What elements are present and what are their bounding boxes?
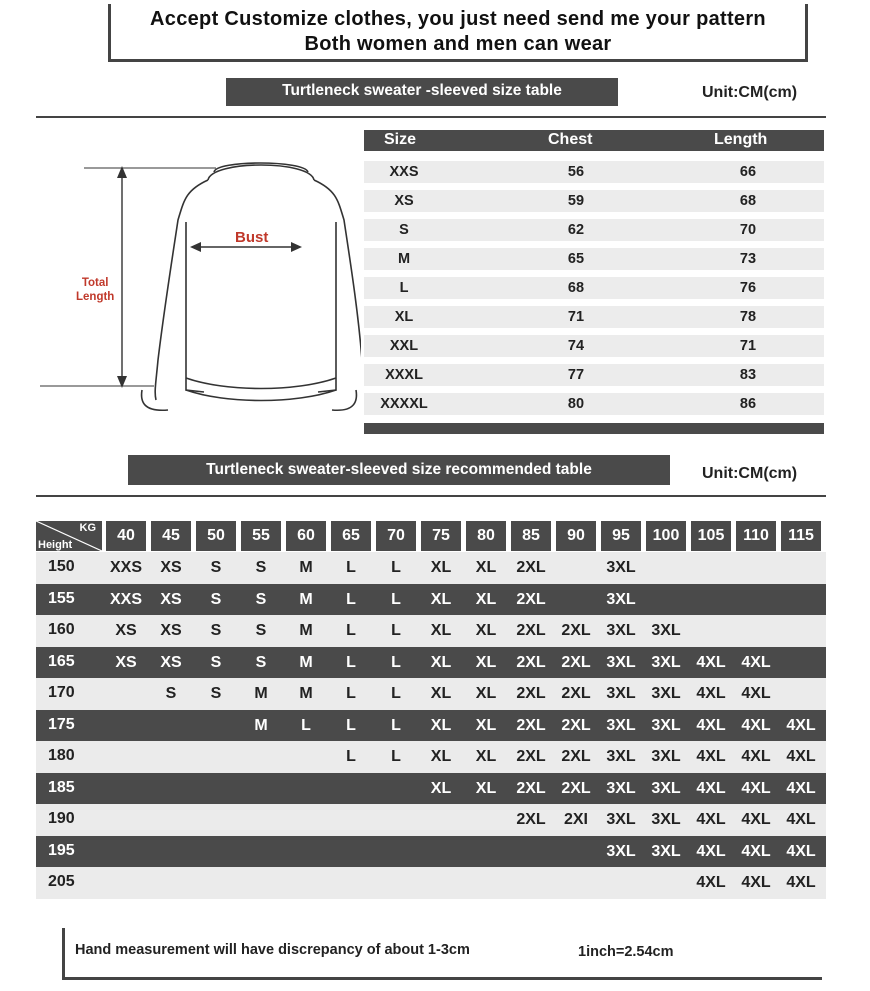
- height-cell: 160: [48, 621, 75, 638]
- length-cell: 76: [739, 280, 757, 296]
- kg-header-cell: 110: [736, 521, 776, 551]
- size-cell: XXXXL: [380, 396, 428, 412]
- size-table-header: [364, 130, 824, 151]
- height-cell: 165: [48, 652, 75, 670]
- size-recommendation-cell: 3XL: [651, 685, 681, 702]
- size-recommendation-cell: 2XL: [561, 748, 591, 765]
- size-recommendation-cell: S: [255, 590, 267, 608]
- size-recommendation-cell: L: [391, 622, 401, 639]
- size-recommendation-cell: 2XL: [516, 716, 546, 734]
- size-recommendation-cell: L: [346, 622, 356, 639]
- size-cell: XXXL: [385, 367, 423, 383]
- rec-table-row: [36, 867, 826, 899]
- size-recommendation-cell: M: [299, 559, 313, 576]
- size-recommendation-cell: XL: [475, 779, 497, 797]
- size-column-header: Size: [384, 131, 417, 148]
- size-recommendation-cell: M: [254, 685, 268, 702]
- size-recommendation-cell: 4XL: [741, 779, 771, 797]
- size-recommendation-cell: 3XL: [606, 716, 636, 734]
- size-recommendation-cell: 4XL: [741, 653, 771, 671]
- size-recommendation-cell: XL: [430, 653, 452, 671]
- size-recommendation-cell: L: [391, 559, 401, 576]
- size-recommendation-cell: M: [299, 653, 313, 671]
- size-recommendation-cell: L: [391, 748, 401, 765]
- size-table-footer-bar: [364, 423, 824, 434]
- size-recommendation-cell: 3XL: [651, 748, 681, 765]
- rec-table-row: [36, 552, 826, 584]
- length-cell: 86: [739, 396, 757, 412]
- size-recommendation-cell: 2XL: [516, 590, 546, 608]
- kg-header-cell: 115: [781, 521, 821, 551]
- size-recommendation-cell: S: [255, 622, 267, 639]
- height-cell: 190: [48, 810, 75, 827]
- size-recommendation-cell: 4XL: [786, 842, 816, 860]
- size-recommendation-cell: 4XL: [786, 779, 816, 797]
- length-cell: 66: [739, 164, 757, 180]
- size-recommendation-cell: 4XL: [696, 748, 726, 765]
- size-recommendation-cell: XS: [160, 622, 182, 639]
- chest-cell: 59: [567, 193, 585, 209]
- kg-header-cell: 40: [106, 521, 146, 551]
- size-recommendation-cell: 4XL: [696, 842, 726, 860]
- corner-height-label: Height: [38, 539, 73, 551]
- size-recommendation-cell: 4XL: [741, 811, 771, 828]
- size-recommendation-cell: 4XL: [696, 779, 726, 797]
- size-recommendation-cell: 3XL: [651, 622, 681, 639]
- rec-table-row: [36, 773, 826, 805]
- rec-table-row: [36, 647, 826, 679]
- kg-header-cell: 90: [556, 521, 596, 551]
- size-recommendation-cell: 3XL: [651, 716, 681, 734]
- size-recommendation-cell: 4XL: [786, 874, 816, 891]
- size-recommendation-cell: 2XL: [516, 748, 546, 765]
- chest-cell: 56: [567, 164, 585, 180]
- size-recommendation-cell: 3XL: [651, 779, 681, 797]
- size-recommendation-cell: 2XL: [561, 653, 591, 671]
- rec-table-row: [36, 678, 826, 710]
- size-recommendation-cell: 3XL: [606, 842, 636, 860]
- size-recommendation-cell: 3XL: [651, 842, 681, 860]
- length-cell: 70: [739, 222, 757, 238]
- footer-note: Hand measurement will have discrepancy of about 1-3cm: [75, 942, 470, 958]
- height-cell: 150: [48, 558, 75, 575]
- rec-table-row: [36, 804, 826, 836]
- rec-table-row: [36, 836, 826, 868]
- size-recommendation-cell: 4XL: [696, 874, 726, 891]
- size-recommendation-cell: XXS: [109, 559, 142, 576]
- height-cell: 175: [48, 715, 75, 733]
- size-recommendation-cell: 3XL: [606, 685, 636, 702]
- size-recommendation-cell: XS: [160, 653, 182, 671]
- size-recommendation-cell: XL: [475, 748, 497, 765]
- size-recommendation-cell: XS: [115, 653, 137, 671]
- chest-cell: 71: [567, 309, 585, 325]
- size-recommendation-cell: S: [210, 559, 222, 576]
- rec-table-corner: [36, 521, 102, 551]
- size-cell: XXS: [389, 164, 419, 180]
- size-recommendation-cell: XL: [430, 748, 452, 765]
- size-recommendation-cell: 3XL: [651, 653, 681, 671]
- size-recommendation-cell: XL: [475, 559, 497, 576]
- size-recommendation-cell: XL: [430, 559, 452, 576]
- bust-label: Bust: [235, 229, 269, 246]
- size-recommendation-cell: L: [301, 716, 311, 734]
- size-recommendation-cell: L: [346, 653, 356, 671]
- height-cell: 155: [48, 589, 75, 607]
- header-box: [108, 4, 808, 62]
- size-recommendation-cell: 2XL: [516, 559, 546, 576]
- size-recommendation-cell: 2XL: [516, 811, 546, 828]
- size-recommendation-cell: 2XL: [516, 779, 546, 797]
- size-recommendation-cell: 4XL: [741, 874, 771, 891]
- size-recommendation-cell: 4XL: [786, 811, 816, 828]
- size-cell: XL: [394, 309, 414, 325]
- size-recommendation-cell: L: [391, 653, 401, 671]
- size-table-unit: Unit:CM(cm): [702, 84, 798, 101]
- size-recommendation-cell: 3XL: [606, 622, 636, 639]
- size-cell: XS: [394, 193, 414, 209]
- kg-header-cell: 55: [241, 521, 281, 551]
- size-recommendation-cell: M: [299, 622, 313, 639]
- rec-table-row: [36, 584, 826, 616]
- size-recommendation-cell: XS: [160, 559, 182, 576]
- kg-header-cell: 105: [691, 521, 731, 551]
- size-recommendation-cell: 4XL: [741, 685, 771, 702]
- size-recommendation-cell: L: [391, 590, 401, 608]
- length-cell: 78: [739, 309, 757, 325]
- size-recommendation-cell: XL: [475, 622, 497, 639]
- total-length-label: [76, 276, 114, 304]
- kg-header-cell: 45: [151, 521, 191, 551]
- size-recommendation-cell: 2XL: [561, 622, 591, 639]
- header-line-1: Accept Customize clothes, you just need send me your pattern: [150, 8, 766, 30]
- chest-cell: 74: [567, 338, 585, 354]
- length-cell: 68: [739, 193, 757, 209]
- rec-table-row: [36, 710, 826, 742]
- size-recommendation-cell: XL: [430, 685, 452, 702]
- size-recommendation-cell: L: [346, 590, 356, 608]
- kg-header-cell: 95: [601, 521, 641, 551]
- size-recommendation-cell: XS: [160, 590, 182, 608]
- size-recommendation-cell: 3XL: [606, 590, 636, 608]
- size-recommendation-cell: XL: [475, 653, 497, 671]
- kg-header-cell: 50: [196, 521, 236, 551]
- sweater-outline-icon: [142, 163, 361, 410]
- size-recommendation-cell: 2XL: [561, 685, 591, 702]
- size-table-row: [364, 248, 824, 270]
- size-recommendation-cell: 2XI: [563, 811, 588, 828]
- size-recommendation-cell: XL: [430, 622, 452, 639]
- size-recommendation-cell: XL: [475, 590, 497, 608]
- size-recommendation-cell: 3XL: [606, 748, 636, 765]
- size-recommendation-cell: 2XL: [516, 622, 546, 639]
- size-recommendation-cell: 4XL: [696, 685, 726, 702]
- size-recommendation-cell: 3XL: [606, 779, 636, 797]
- size-recommendation-cell: L: [391, 716, 401, 734]
- size-recommendation-cell: L: [346, 716, 356, 734]
- size-table-row: [364, 161, 824, 183]
- footer-conversion: 1inch=2.54cm: [578, 944, 674, 960]
- size-recommendation-cell: S: [210, 622, 222, 639]
- length-cell: 83: [739, 367, 757, 383]
- size-recommendation-cell: 3XL: [651, 811, 681, 828]
- size-recommendation-cell: S: [210, 685, 222, 702]
- size-table-row: [364, 306, 824, 328]
- size-table-row: [364, 335, 824, 357]
- size-recommendation-cell: 3XL: [606, 811, 636, 828]
- chest-cell: 65: [567, 251, 585, 267]
- chest-column-header: Chest: [548, 131, 593, 148]
- size-recommendation-cell: L: [346, 559, 356, 576]
- divider-1: [36, 116, 826, 118]
- size-cell: S: [399, 222, 409, 238]
- size-recommendation-cell: S: [210, 653, 222, 671]
- height-cell: 170: [48, 684, 75, 701]
- size-recommendation-cell: 4XL: [786, 748, 816, 765]
- divider-2: [36, 495, 826, 497]
- size-recommendation-cell: 4XL: [696, 811, 726, 828]
- kg-header-cell: 60: [286, 521, 326, 551]
- arrow-left-icon: [190, 242, 201, 252]
- size-recommendation-cell: XL: [430, 590, 452, 608]
- size-recommendation-cell: M: [254, 716, 268, 734]
- size-recommendation-cell: 2XL: [561, 779, 591, 797]
- size-recommendation-cell: XL: [475, 716, 497, 734]
- size-table-row: [364, 190, 824, 212]
- kg-header-cell: 100: [646, 521, 686, 551]
- kg-header-cell: 70: [376, 521, 416, 551]
- total-length-label-line1: Total: [81, 277, 109, 289]
- size-recommendation-cell: 4XL: [741, 748, 771, 765]
- size-recommendation-cell: XXS: [109, 590, 142, 608]
- size-recommendation-cell: XL: [430, 779, 452, 797]
- size-recommendation-cell: M: [299, 685, 313, 702]
- size-table-row: [364, 364, 824, 386]
- arrow-right-icon: [291, 242, 302, 252]
- size-recommendation-cell: 2XL: [561, 716, 591, 734]
- size-recommendation-cell: 3XL: [606, 559, 636, 576]
- size-cell: XXL: [389, 338, 419, 354]
- size-recommendation-cell: XS: [115, 622, 137, 639]
- size-recommendation-cell: 4XL: [741, 716, 771, 734]
- size-recommendation-cell: L: [346, 685, 356, 702]
- corner-kg-label: KG: [79, 522, 96, 534]
- rec-table-unit: Unit:CM(cm): [702, 465, 798, 482]
- size-recommendation-cell: S: [255, 559, 267, 576]
- size-recommendation-cell: 3XL: [606, 653, 636, 671]
- total-length-label-line2: Length: [76, 291, 115, 303]
- size-recommendation-cell: S: [165, 685, 177, 702]
- size-recommendation-cell: 2XL: [516, 653, 546, 671]
- size-recommendation-cell: XL: [430, 716, 452, 734]
- length-cell: 73: [739, 251, 757, 267]
- chest-cell: 80: [567, 396, 585, 412]
- height-cell: 205: [48, 873, 75, 890]
- size-table-row: [364, 277, 824, 299]
- length-column-header: Length: [714, 131, 768, 148]
- height-cell: 195: [48, 841, 75, 859]
- rec-table-row: [36, 615, 826, 647]
- rec-table-title: Turtleneck sweater-sleeved size recommended table: [128, 455, 670, 485]
- chest-cell: 62: [567, 222, 585, 238]
- size-recommendation-cell: 4XL: [786, 716, 816, 734]
- size-recommendation-cell: S: [255, 653, 267, 671]
- size-recommendation-cell: 4XL: [741, 842, 771, 860]
- height-cell: 185: [48, 778, 75, 796]
- kg-header-cell: 80: [466, 521, 506, 551]
- header-line-2: Both women and men can wear: [304, 33, 612, 55]
- size-cell: M: [397, 251, 411, 267]
- size-recommendation-cell: L: [391, 685, 401, 702]
- size-table-row: [364, 393, 824, 415]
- size-recommendation-cell: L: [346, 748, 356, 765]
- size-table-row: [364, 219, 824, 241]
- size-cell: L: [399, 280, 409, 296]
- chest-cell: 68: [567, 280, 585, 296]
- kg-header-cell: 75: [421, 521, 461, 551]
- size-table-title: Turtleneck sweater -sleeved size table: [226, 78, 618, 106]
- chest-cell: 77: [567, 367, 585, 383]
- length-cell: 71: [739, 338, 757, 354]
- height-cell: 180: [48, 747, 75, 764]
- size-recommendation-cell: 4XL: [696, 716, 726, 734]
- kg-header-cell: 65: [331, 521, 371, 551]
- size-recommendation-cell: 2XL: [516, 685, 546, 702]
- size-recommendation-cell: 4XL: [696, 653, 726, 671]
- size-recommendation-cell: XL: [475, 685, 497, 702]
- rec-table-row: [36, 741, 826, 773]
- kg-header-cell: 85: [511, 521, 551, 551]
- size-recommendation-cell: S: [210, 590, 222, 608]
- size-recommendation-cell: M: [299, 590, 313, 608]
